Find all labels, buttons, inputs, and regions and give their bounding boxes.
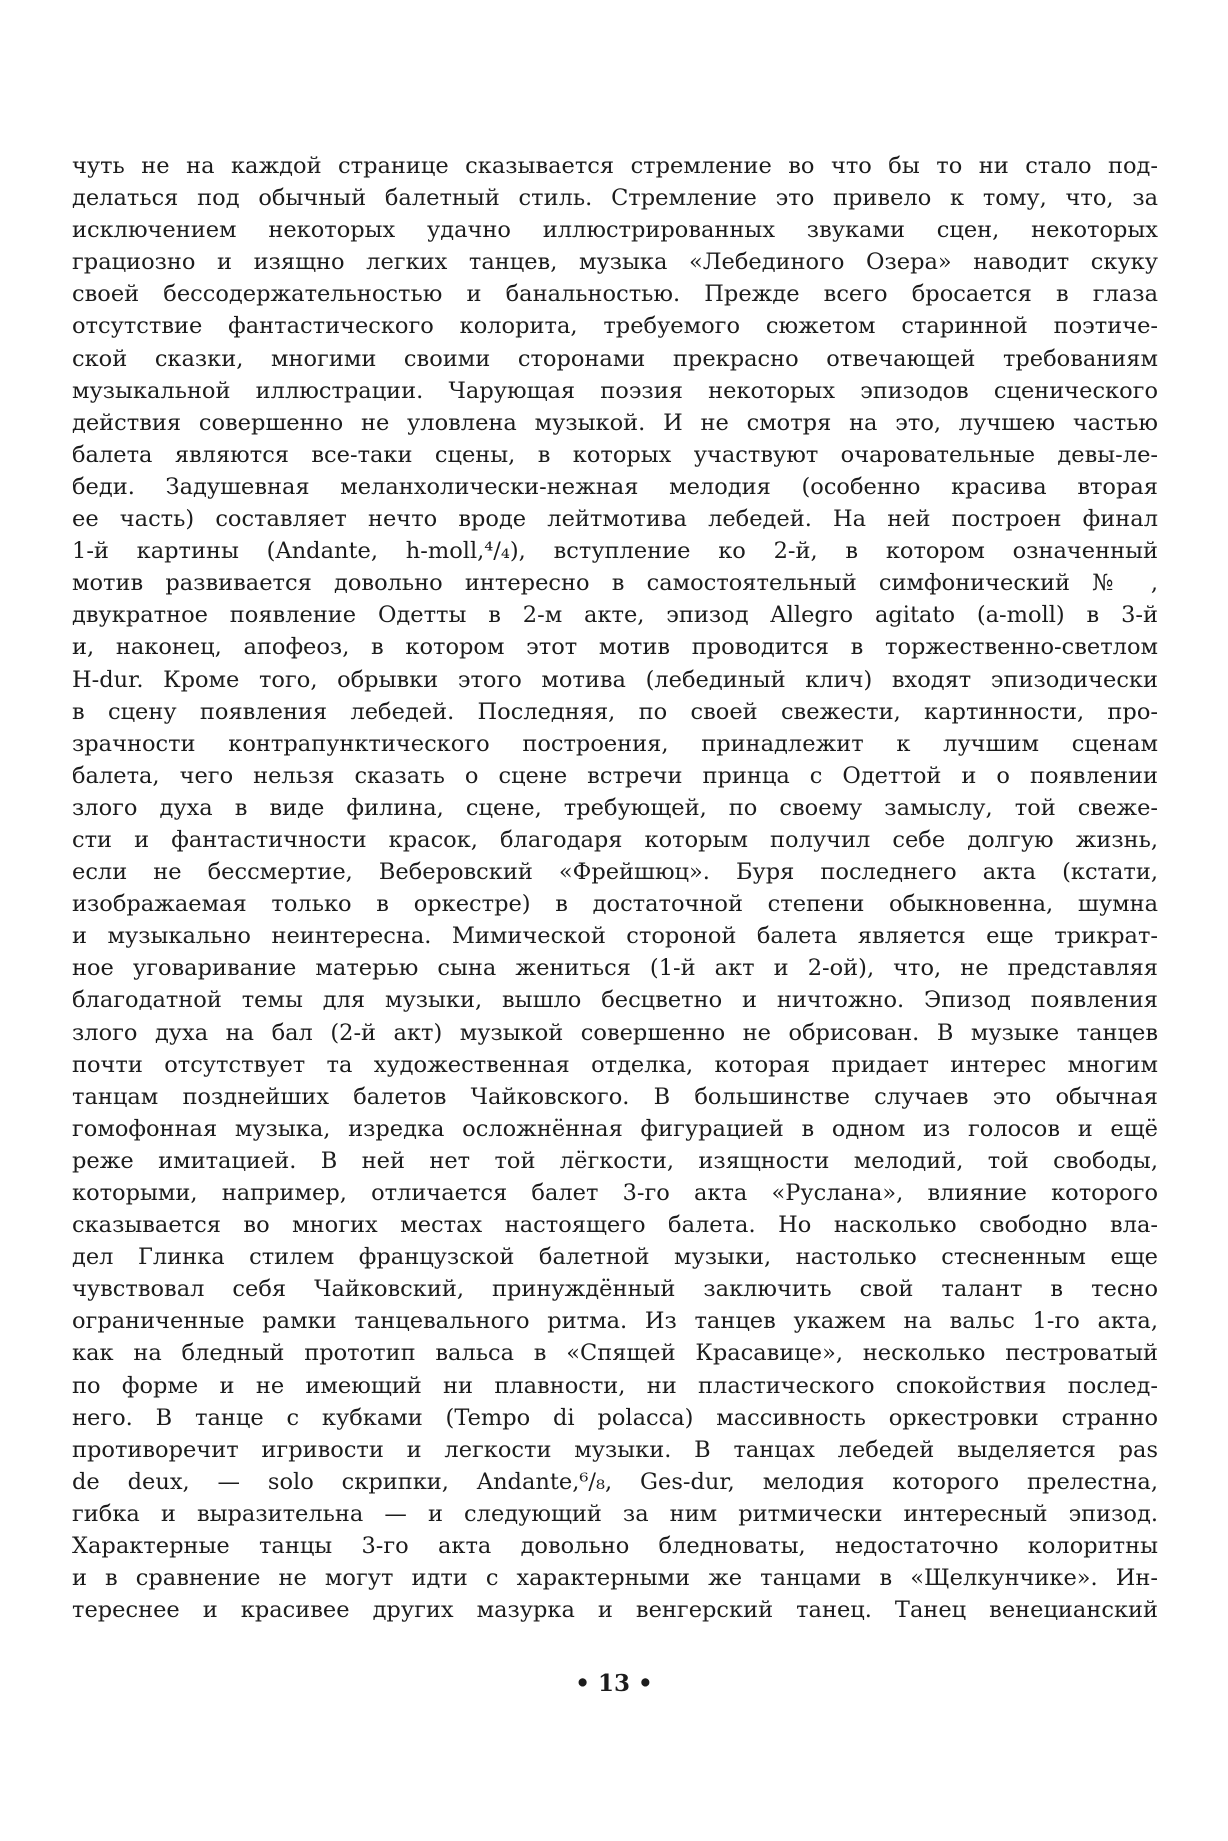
text-line: 1-й картины (Andante, h-moll,⁴/₄), вступление ко 2-й, в котором означенный (72, 538, 1158, 565)
text-line: и, наконец, апофеоз, в котором этот мотив проводится в торжественно-светлом (72, 634, 1158, 661)
text-line: ее часть) составляет нечто вроде лейтмотива лебедей. На ней построен финал (72, 506, 1158, 533)
text-line: чуть не на каждой странице сказывается стремление во что бы то ни стало под- (72, 153, 1158, 179)
text-line: Характерные танцы 3-го акта довольно бледноваты, недостаточно колоритны (72, 1533, 1158, 1560)
text-line: танцам позднейших балетов Чайковского. В большинстве случаев это обычная (72, 1083, 1158, 1110)
text-line: мотив развивается довольно интересно в самостоятельный симфонический № , (72, 570, 1158, 597)
text-line: которыми, например, отличается балет 3-го акта «Руслана», влияние которого (72, 1180, 1158, 1206)
text-line: сти и фантастичности красок, благодаря которым получил себе долгую жизнь, (72, 826, 1158, 853)
text-line: почти отсутствует та художественная отделка, которая придает интерес многим (72, 1051, 1158, 1078)
text-line: злого духа на бал (2-й акт) музыкой совершенно не обрисован. В музыке танцев (72, 1019, 1158, 1046)
text-line: своей бессодержательностью и банальностью. Прежде всего бросается в глаза (72, 281, 1158, 308)
text-line: отсутствие фантастического колорита, требуемого сюжетом старинной поэтиче- (72, 313, 1158, 340)
text-line: злого духа в виде филина, сцене, требующей, по своему замыслу, той свеже- (72, 794, 1158, 821)
text-line: благодатной темы для музыки, вышло бесцветно и ничтожно. Эпизод появления (72, 987, 1158, 1014)
text-line: балета являются все-таки сцены, в которых участвуют очаровательные девы-ле- (72, 441, 1158, 468)
text-line: в сцену появления лебедей. Последняя, по своей свежести, картинности, про- (72, 698, 1158, 725)
text-line: если не бессмертие, Веберовский «Фрейшюц». Буря последнего акта (кстати, (72, 859, 1158, 886)
body-text (72, 150, 1158, 1626)
text-line: de deux, — solo скрипки, Andante,⁶/₈, Ges-dur, мелодия которого прелестна, (72, 1468, 1158, 1495)
text-line: грациозно и изящно легких танцев, музыка «Лебединого Озера» наводит скуку (72, 249, 1158, 276)
text-line: сказывается во многих местах настоящего балета. Но насколько свободно вла- (72, 1212, 1158, 1239)
text-line: балета, чего нельзя сказать о сцене встречи принца с Одеттой и о появлении (72, 762, 1158, 789)
text-line: по форме и не имеющий ни плавности, ни пластического спокойствия послед- (72, 1372, 1158, 1399)
text-line: чувствовал себя Чайковский, принуждённый заключить свой талант в тесно (72, 1276, 1158, 1303)
text-line: действия совершенно не уловлена музыкой. И не смотря на это, лучшею частью (72, 409, 1158, 436)
text-line: противоречит игривости и легкости музыки. В танцах лебедей выделяется pas (72, 1436, 1158, 1463)
text-line: и музыкально неинтересна. Мимической стороной балета является еще трикрат- (72, 923, 1158, 950)
text-line: как на бледный прототип вальса в «Спящей Красавице», несколько пестроватый (72, 1340, 1158, 1367)
text-line: изображаемая только в оркестре) в достаточной степени обыкновенна, шумна (72, 891, 1158, 918)
text-line: гомофонная музыка, изредка осложнённая фигурацией в одном из голосов и ещё (72, 1115, 1158, 1142)
text-line: ской сказки, многими своими сторонами прекрасно отвечающей требованиям (72, 345, 1158, 372)
text-line: ограниченные рамки танцевального ритма. Из танцев укажем на вальс 1-го акта, (72, 1308, 1158, 1335)
text-line: реже имитацией. В ней нет той лёгкости, изящности мелодий, той свободы, (72, 1147, 1158, 1174)
text-line: H-dur. Кроме того, обрывки этого мотива (лебединый клич) входят эпизодически (72, 666, 1158, 693)
text-line: музыкальной иллюстрации. Чарующая поэзия некоторых эпизодов сценического (72, 377, 1158, 404)
text-line: и в сравнение не могут идти с характерными же танцами в «Щелкунчике». Ин- (72, 1565, 1158, 1592)
text-line: него. В танце с кубками (Tempo di polacca) массивность оркестровки странно (72, 1404, 1158, 1431)
text-line: ное уговаривание матерью сына жениться (1-й акт и 2-ой), что, не представляя (72, 955, 1158, 982)
text-line: беди. Задушевная меланхолически-нежная мелодия (особенно красива вторая (72, 473, 1158, 500)
text-line: исключением некоторых удачно иллюстрированных звуками сцен, некоторых (72, 217, 1158, 244)
text-line: делаться под обычный балетный стиль. Стремление это привело к тому, что, за (72, 185, 1158, 212)
text-line: зрачности контрапунктического построения, принадлежит к лучшим сценам (72, 730, 1158, 757)
text-line: дел Глинка стилем французской балетной музыки, настолько стесненным еще (72, 1244, 1158, 1271)
text-line: тереснее и красивее других мазурка и венгерский танец. Танец венецианский (72, 1597, 1158, 1624)
page-number: • 13 • (575, 1670, 653, 1697)
text-line: гибка и выразительна — и следующий за ним ритмически интересный эпизод. (72, 1500, 1158, 1527)
text-line: двукратное появление Одетты в 2-м акте, эпизод Allegro agitato (a-moll) в 3-й (72, 602, 1158, 629)
